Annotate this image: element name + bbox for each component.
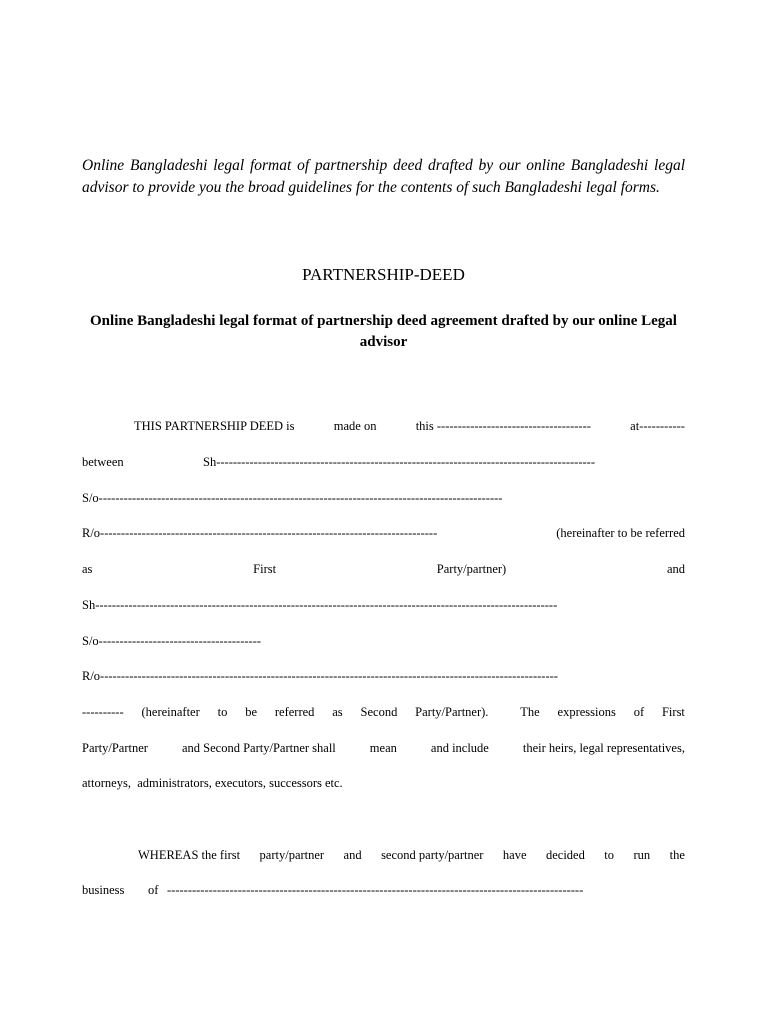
deed-text: to bbox=[604, 848, 615, 862]
deed-text: Party/Partner). bbox=[415, 705, 489, 719]
deed-text: Sh------------------------------------------------------------------------------------------- bbox=[203, 455, 595, 469]
deed-line-7 bbox=[82, 631, 685, 651]
deed-text: THIS PARTNERSHIP DEED is bbox=[134, 419, 295, 433]
deed-text: S/o------------------------------------------------------------------------------------------------- bbox=[82, 491, 503, 505]
deed-text: R/o-------------------------------------------------------------------------------------------------------------- bbox=[82, 669, 558, 683]
deed-text: S/o--------------------------------------- bbox=[82, 634, 262, 648]
deed-text: The bbox=[520, 705, 540, 719]
deed-text: and Second Party/Partner shall bbox=[181, 741, 336, 755]
deed-text: second party/partner bbox=[381, 848, 484, 862]
document-subtitle: Online Bangladeshi legal format of partnership deed agreement drafted by our online Legal advisor bbox=[90, 313, 677, 350]
deed-text: Second bbox=[360, 705, 398, 719]
deed-text: to bbox=[217, 705, 228, 719]
deed-text: business bbox=[82, 883, 125, 897]
deed-text: Party/partner) bbox=[436, 562, 507, 576]
deed-text: made on bbox=[333, 419, 377, 433]
deed-text: First bbox=[253, 562, 277, 576]
deed-text: and bbox=[343, 848, 362, 862]
deed-text: decided bbox=[545, 848, 585, 862]
deed-text: at----------- bbox=[630, 419, 685, 433]
deed-line-13 bbox=[82, 880, 685, 900]
deed-text: as bbox=[332, 705, 343, 719]
deed-line-12 bbox=[82, 845, 685, 865]
deed-line-3 bbox=[82, 488, 685, 508]
deed-line-5 bbox=[82, 559, 685, 579]
deed-text: the bbox=[669, 848, 685, 862]
deed-text: party/partner bbox=[259, 848, 325, 862]
deed-text: referred bbox=[274, 705, 315, 719]
deed-text: WHEREAS the first bbox=[138, 848, 241, 862]
deed-line-2 bbox=[82, 452, 685, 472]
deed-text: of bbox=[633, 705, 645, 719]
deed-text: (hereinafter to be referred bbox=[556, 526, 685, 540]
deed-line-4 bbox=[82, 523, 685, 543]
deed-text: Party/Partner bbox=[82, 741, 148, 755]
deed-line-6 bbox=[82, 595, 685, 615]
deed-text: First bbox=[661, 705, 685, 719]
intro-paragraph: Online Bangladeshi legal format of partnership deed drafted by our online Bangladeshi legal advisor to provide you the broad guidelines for the contents of such Bangladeshi legal forms. bbox=[82, 157, 685, 196]
deed-text: this ------------------------------------- bbox=[415, 419, 591, 433]
deed-text: their heirs, legal representatives, bbox=[522, 741, 685, 755]
deed-text: ---------- bbox=[82, 705, 124, 719]
deed-line-8 bbox=[82, 666, 685, 686]
deed-text: between bbox=[82, 455, 124, 469]
deed-text: (hereinafter bbox=[141, 705, 200, 719]
deed-text: be bbox=[245, 705, 258, 719]
deed-text: of bbox=[148, 883, 159, 897]
deed-text: mean bbox=[369, 741, 397, 755]
deed-line-10 bbox=[82, 738, 685, 758]
deed-text: R/o--------------------------------------------------------------------------------- bbox=[82, 526, 438, 540]
deed-text: as bbox=[82, 562, 93, 576]
deed-line-1 bbox=[82, 416, 685, 436]
deed-line-11 bbox=[82, 773, 685, 793]
deed-text: Sh--------------------------------------------------------------------------------------------------------------- bbox=[82, 598, 558, 612]
deed-text: expressions bbox=[557, 705, 616, 719]
document-title: PARTNERSHIP-DEED bbox=[302, 265, 465, 284]
deed-text: ---------------------------------------------------------------------------------------------------- bbox=[167, 883, 584, 897]
deed-text: and include bbox=[430, 741, 489, 755]
deed-text: attorneys, administrators, executors, successors etc. bbox=[82, 776, 343, 790]
deed-text: run bbox=[633, 848, 651, 862]
deed-text: and bbox=[666, 562, 685, 576]
deed-text: have bbox=[502, 848, 527, 862]
deed-line-9 bbox=[82, 702, 685, 722]
